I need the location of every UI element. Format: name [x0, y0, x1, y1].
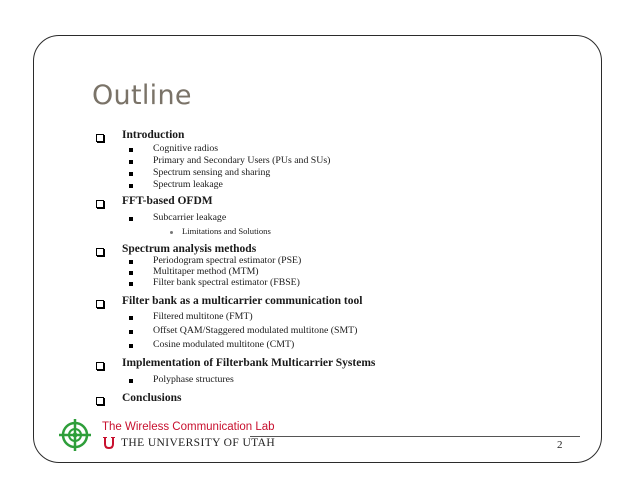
- outline-subitem: Offset QAM/Staggered modulated multitone (SMT): [153, 325, 358, 336]
- square-bullet-icon: [129, 271, 133, 275]
- footer-divider: [250, 436, 580, 437]
- outline-subitem: Filter bank spectral estimator (FBSE): [153, 277, 300, 288]
- checkbox-bullet-icon: [96, 397, 104, 405]
- outline-item: Filter bank as a multicarrier communication tool: [122, 295, 363, 307]
- square-bullet-icon: [129, 379, 133, 383]
- square-bullet-icon: [129, 217, 133, 221]
- outline-subitem: Spectrum sensing and sharing: [153, 167, 271, 178]
- dot-bullet-icon: [170, 231, 173, 234]
- university-name: THE UNIVERSITY OF UTAH: [121, 437, 276, 449]
- square-bullet-icon: [129, 184, 133, 188]
- outline-subitem: Periodogram spectral estimator (PSE): [153, 255, 302, 266]
- outline-subsubitem: Limitations and Solutions: [182, 226, 271, 236]
- square-bullet-icon: [129, 160, 133, 164]
- checkbox-bullet-icon: [96, 362, 104, 370]
- square-bullet-icon: [129, 260, 133, 264]
- square-bullet-icon: [129, 330, 133, 334]
- outline-subitem: Spectrum leakage: [153, 179, 223, 190]
- square-bullet-icon: [129, 172, 133, 176]
- page-number: 2: [557, 439, 563, 451]
- outline-subitem: Cosine modulated multitone (CMT): [153, 339, 295, 350]
- outline-item: Spectrum analysis methods: [122, 243, 257, 255]
- lab-name: The Wireless Communication Lab: [102, 421, 275, 433]
- checkbox-bullet-icon: [96, 300, 104, 308]
- square-bullet-icon: [129, 316, 133, 320]
- outline-subitem: Cognitive radios: [153, 143, 219, 154]
- outline-subitem: Polyphase structures: [153, 374, 234, 385]
- university-u-logo-icon: [102, 436, 116, 450]
- outline-subitem: Filtered multitone (FMT): [153, 311, 253, 322]
- square-bullet-icon: [129, 344, 133, 348]
- outline-subitem: Multitaper method (MTM): [153, 266, 259, 277]
- outline-subitem: Subcarrier leakage: [153, 212, 227, 223]
- outline-item: Conclusions: [122, 392, 182, 404]
- outline-item: FFT-based OFDM: [122, 195, 213, 207]
- lab-logo-icon: [58, 418, 92, 452]
- square-bullet-icon: [129, 282, 133, 286]
- outline-item: Introduction: [122, 129, 185, 141]
- outline-item: Implementation of Filterbank Multicarrier Systems: [122, 357, 376, 369]
- square-bullet-icon: [129, 148, 133, 152]
- checkbox-bullet-icon: [96, 200, 104, 208]
- outline-subitem: Primary and Secondary Users (PUs and SUs): [153, 155, 331, 166]
- slide-title: Outline: [92, 80, 192, 111]
- checkbox-bullet-icon: [96, 134, 104, 142]
- checkbox-bullet-icon: [96, 248, 104, 256]
